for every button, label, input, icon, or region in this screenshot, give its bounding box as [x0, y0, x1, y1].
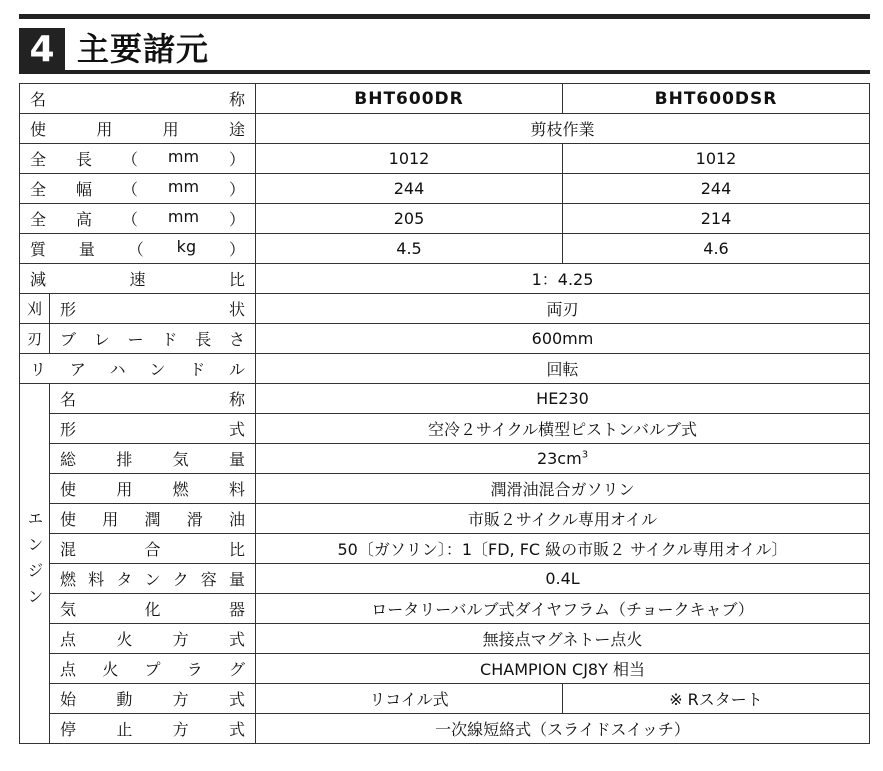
row-value: 一次線短絡式（スライドスイッチ） [256, 714, 870, 744]
label-char: 式 [228, 420, 245, 439]
section-title: 主要諸元 [77, 30, 210, 68]
label-char: 幅 [75, 180, 92, 199]
model-header: BHT600DSR [563, 84, 870, 114]
label-char: 称 [228, 390, 245, 409]
row-label [20, 114, 256, 144]
row-value: 1012 [563, 144, 870, 174]
row-value: 600mm [256, 324, 870, 354]
label-char: ） [228, 210, 245, 229]
label-char: 用 [116, 480, 133, 499]
row-value: 両刃 [256, 294, 870, 324]
label-char: 油 [228, 510, 245, 529]
table-row [20, 204, 870, 234]
label-char: グ [228, 660, 245, 679]
row-value: 回転 [256, 354, 870, 384]
label-char: 気 [60, 600, 77, 619]
header-top-rule [19, 14, 870, 19]
row-value: ※ Rスタート [563, 684, 870, 714]
label-char: ラ [186, 660, 203, 679]
table-row [20, 564, 870, 594]
label-char: 排 [116, 450, 133, 469]
label-char: 量 [228, 450, 245, 469]
table-row [20, 174, 870, 204]
row-value: 潤滑油混合ガソリン [256, 474, 870, 504]
table-row [20, 504, 870, 534]
row-value: CHAMPION CJ8Y 相当 [256, 654, 870, 684]
table-row [20, 264, 870, 294]
label-char: 容 [200, 570, 217, 589]
label-char: 名 [60, 390, 77, 409]
row-value: 無接点マグネトー点火 [256, 624, 870, 654]
table-row [20, 384, 870, 414]
label-char: タ [116, 570, 133, 589]
label-char: 合 [144, 540, 161, 559]
label-char: 長 [195, 330, 212, 349]
label-char: （ [127, 240, 144, 259]
table-row [20, 474, 870, 504]
row-label [50, 384, 256, 414]
row-value: 214 [563, 204, 870, 234]
label-char: 器 [228, 600, 245, 619]
label-char: 始 [60, 690, 77, 709]
label-char: 燃 [172, 480, 189, 499]
table-row [20, 354, 870, 384]
row-value: 244 [256, 174, 563, 204]
label-char: プ [144, 660, 161, 679]
table-row [20, 84, 870, 114]
label-char: 停 [60, 720, 77, 739]
table-row [20, 534, 870, 564]
row-label [20, 204, 256, 234]
label-char: 燃 [60, 570, 77, 589]
label-char: ク [172, 570, 189, 589]
label-char: 料 [88, 570, 105, 589]
label-char: 潤 [144, 510, 161, 529]
label-char: 混 [60, 540, 77, 559]
row-label [50, 324, 256, 354]
row-label [20, 84, 256, 114]
label-char: 形 [60, 300, 77, 319]
label-char: 点 [60, 630, 77, 649]
label-char: 全 [30, 210, 47, 229]
row-value: 空冷２サイクル横型ピストンバルブ式 [256, 414, 870, 444]
row-label [50, 294, 256, 324]
label-char: 方 [172, 690, 189, 709]
model-header: BHT600DR [256, 84, 563, 114]
label-char: 減 [30, 270, 47, 289]
label-char: 途 [228, 120, 245, 139]
row-value: 市販２サイクル専用オイル [256, 504, 870, 534]
label-char: 比 [228, 270, 245, 289]
label-char: 使 [30, 120, 47, 139]
label-char: 用 [162, 120, 179, 139]
row-value: ロータリーバルブ式ダイヤフラム（チョークキャブ） [256, 594, 870, 624]
row-value: 50〔ガソリン〕：1〔FD, FC 級の市販２ サイクル専用オイル〕 [256, 534, 870, 564]
label-char: 滑 [186, 510, 203, 529]
label-char: 全 [30, 180, 47, 199]
label-char: （ [121, 180, 138, 199]
row-label [50, 684, 256, 714]
label-char: ハ [109, 360, 126, 379]
label-char: 質 [30, 240, 47, 259]
table-row [20, 324, 870, 354]
label-char: ド [189, 360, 206, 379]
row-label [50, 414, 256, 444]
row-value: 4.6 [563, 234, 870, 264]
table-row [20, 624, 870, 654]
table-row [20, 234, 870, 264]
label-char: リ [30, 360, 47, 379]
label-char: 火 [116, 630, 133, 649]
label-char: 速 [129, 270, 146, 289]
label-char: kg [176, 237, 197, 256]
label-char: 化 [144, 600, 161, 619]
table-row [20, 144, 870, 174]
blade-group-label: 刃 [20, 324, 50, 354]
label-char: さ [228, 330, 245, 349]
row-label [50, 714, 256, 744]
label-char: ） [228, 180, 245, 199]
label-char: ン [144, 570, 161, 589]
row-label [20, 234, 256, 264]
label-char: 総 [60, 450, 77, 469]
label-char: 形 [60, 420, 77, 439]
label-char: （ [121, 150, 138, 169]
label-char: 用 [102, 510, 119, 529]
label-char: 火 [102, 660, 119, 679]
row-label [50, 594, 256, 624]
row-label [50, 564, 256, 594]
label-char: 使 [60, 510, 77, 529]
label-char: 使 [60, 480, 77, 499]
row-value: 剪枝作業 [256, 114, 870, 144]
row-value: 1012 [256, 144, 563, 174]
row-label [50, 624, 256, 654]
row-value: HE230 [256, 384, 870, 414]
label-char: 全 [30, 150, 47, 169]
label-char: ル [228, 360, 245, 379]
label-char: 方 [172, 630, 189, 649]
label-char: 料 [228, 480, 245, 499]
label-char: ） [228, 150, 245, 169]
row-label [20, 264, 256, 294]
label-char: mm [167, 207, 200, 226]
section-header [19, 14, 870, 70]
table-row [20, 654, 870, 684]
label-char: レ [93, 330, 110, 349]
table-row [20, 594, 870, 624]
label-char: 比 [228, 540, 245, 559]
label-char: （ [121, 210, 138, 229]
label-char: 式 [228, 720, 245, 739]
label-char: ー [127, 330, 144, 349]
label-char: 長 [75, 150, 92, 169]
label-char: mm [167, 177, 200, 196]
label-char: ド [161, 330, 178, 349]
table-row [20, 444, 870, 474]
label-char: ） [228, 240, 245, 259]
spec-table [19, 83, 870, 744]
row-value: 244 [563, 174, 870, 204]
label-char: 止 [116, 720, 133, 739]
label-char: 状 [228, 300, 245, 319]
label-char: 点 [60, 660, 77, 679]
label-char: 式 [228, 630, 245, 649]
label-char: 称 [228, 90, 245, 109]
row-label [50, 654, 256, 684]
engine-group-label: エンジン [20, 384, 50, 744]
section-number: 4 [19, 28, 65, 72]
row-label [20, 174, 256, 204]
blade-group-label: 刈 [20, 294, 50, 324]
row-label [50, 534, 256, 564]
label-char: ン [149, 360, 166, 379]
table-row [20, 684, 870, 714]
label-char: 気 [172, 450, 189, 469]
label-char: 方 [172, 720, 189, 739]
header-bottom-rule [19, 70, 870, 74]
row-value: 205 [256, 204, 563, 234]
row-value: 4.5 [256, 234, 563, 264]
table-row [20, 414, 870, 444]
row-label [20, 354, 256, 384]
row-label [50, 444, 256, 474]
label-char: 量 [78, 240, 95, 259]
row-label [20, 144, 256, 174]
label-char: ア [69, 360, 86, 379]
table-row [20, 294, 870, 324]
label-char: 動 [116, 690, 133, 709]
row-value: $23cm^3$ [256, 444, 870, 474]
row-label [50, 504, 256, 534]
label-char: 量 [228, 570, 245, 589]
table-row [20, 114, 870, 144]
label-char: 名 [30, 90, 47, 109]
row-value: リコイル式 [256, 684, 563, 714]
label-char: mm [167, 147, 200, 166]
label-char: 式 [228, 690, 245, 709]
row-value: 1：4.25 [256, 264, 870, 294]
row-value: 0.4L [256, 564, 870, 594]
row-label [50, 474, 256, 504]
table-row [20, 714, 870, 744]
label-char: 用 [96, 120, 113, 139]
label-char: ブ [60, 330, 77, 349]
label-char: 高 [75, 210, 92, 229]
